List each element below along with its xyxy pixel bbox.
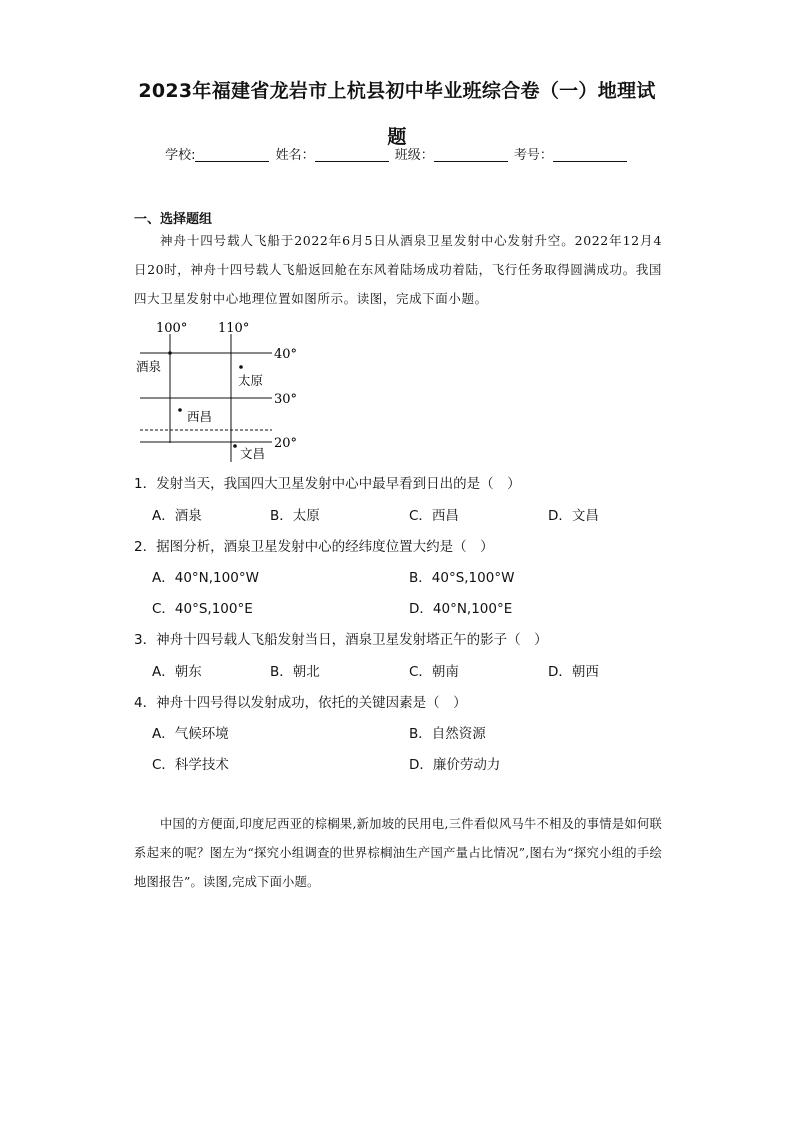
name-blank[interactable] bbox=[315, 147, 389, 162]
q3-option-c[interactable]: C．朝南 bbox=[409, 664, 459, 680]
launch-center-map bbox=[134, 318, 304, 462]
q2-option-c[interactable]: C．40°S,100°E bbox=[152, 601, 253, 617]
question-2: 2．据图分析，酒泉卫星发射中心的经纬度位置大约是（ ） bbox=[134, 539, 494, 555]
q4-option-a[interactable]: A．气候环境 bbox=[152, 726, 229, 742]
name-label: 姓名： bbox=[275, 148, 315, 163]
section-heading: 一、选择题组 bbox=[134, 212, 213, 227]
place-jiuquan: 酒泉 bbox=[136, 359, 162, 374]
q2-option-d[interactable]: D．40°N,100°E bbox=[409, 601, 513, 617]
lat-label-40: 40° bbox=[274, 347, 298, 362]
q3-option-b[interactable]: B．朝北 bbox=[270, 664, 320, 680]
lat-label-30: 30° bbox=[274, 392, 298, 407]
xichang-dot bbox=[178, 408, 182, 412]
passage-1-text: 神舟十四号载人飞船于2022年6月5日从酒泉卫星发射中心发射升空。2022年12月4日20时，神舟十四号载人飞船返回舱在东风着陆场成功着陆，飞行任务取得圆满成功。我国四大卫星发射中心地理位置如图所示。读图，完成下面小题。 bbox=[134, 233, 663, 306]
q2-option-b[interactable]: B．40°S,100°W bbox=[409, 570, 515, 586]
q4-option-d[interactable]: D．廉价劳动力 bbox=[409, 757, 501, 773]
q3-option-a[interactable]: A．朝东 bbox=[152, 664, 202, 680]
q4-option-b[interactable]: B．自然资源 bbox=[409, 726, 486, 742]
passage-1 bbox=[134, 226, 662, 313]
q1-option-a[interactable]: A．酒泉 bbox=[152, 508, 202, 524]
exam-no-label: 考号： bbox=[513, 148, 553, 163]
place-wenchang: 文昌 bbox=[240, 446, 266, 461]
q4-option-c[interactable]: C．科学技术 bbox=[152, 757, 229, 773]
class-label: 班级： bbox=[394, 148, 434, 163]
q1-option-b[interactable]: B．太原 bbox=[270, 508, 320, 524]
place-taiyuan: 太原 bbox=[238, 373, 264, 388]
q1-option-c[interactable]: C．西昌 bbox=[409, 508, 459, 524]
question-1: 1．发射当天，我国四大卫星发射中心中最早看到日出的是（ ） bbox=[134, 476, 521, 492]
jiuquan-dot bbox=[168, 351, 172, 355]
title-line-2: 题 bbox=[387, 126, 407, 148]
passage-2 bbox=[134, 810, 662, 897]
wenchang-dot bbox=[233, 444, 237, 448]
class-blank[interactable] bbox=[434, 147, 508, 162]
school-label: 学校: bbox=[165, 148, 196, 163]
lat-label-20: 20° bbox=[274, 436, 298, 451]
question-3: 3．神舟十四号载人飞船发射当日，酒泉卫星发射塔正午的影子（ ） bbox=[134, 632, 548, 648]
place-xichang: 西昌 bbox=[187, 409, 213, 424]
taiyuan-dot bbox=[239, 365, 243, 369]
lon-label-100: 100° bbox=[156, 321, 188, 336]
q2-option-a[interactable]: A．40°N,100°W bbox=[152, 570, 259, 586]
exam-no-blank[interactable] bbox=[553, 147, 627, 162]
q3-option-d[interactable]: D．朝西 bbox=[548, 664, 599, 680]
school-blank[interactable] bbox=[195, 147, 269, 162]
lon-label-110: 110° bbox=[218, 321, 250, 336]
student-info-line bbox=[0, 144, 794, 163]
q1-option-d[interactable]: D．文昌 bbox=[548, 508, 599, 524]
title-line-1: 2023年福建省龙岩市上杭县初中毕业班综合卷（一）地理试 bbox=[138, 80, 656, 102]
passage-2-text: 中国的方便面,印度尼西亚的棕榈果,新加坡的民用电,三件看似风马牛不相及的事情是如何联系起来的呢？图左为“探究小组调查的世界棕榈油生产国产量占比情况”,图右为“探究小组的手绘地图报告”。读图,完成下面小题。 bbox=[134, 817, 662, 889]
question-4: 4．神舟十四号得以发射成功，依托的关键因素是（ ） bbox=[134, 695, 467, 711]
